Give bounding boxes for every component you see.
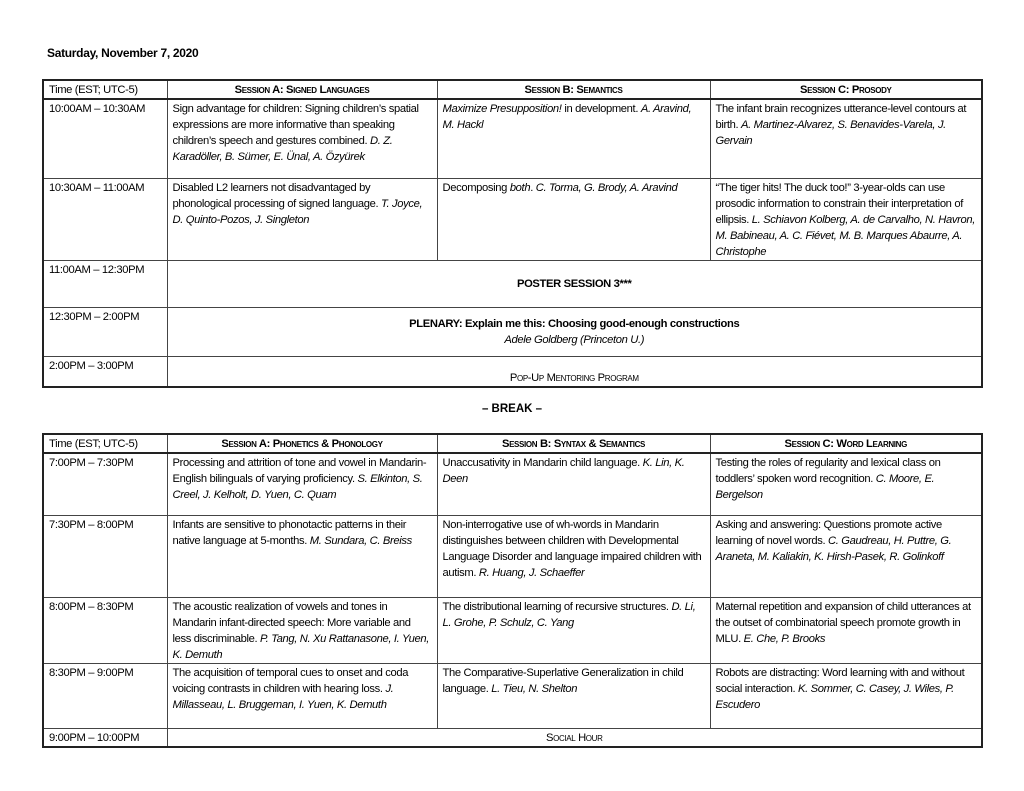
talk-cell (437, 597, 710, 663)
talk-cell (167, 99, 437, 178)
talk-title: Asking and answering: Questions promote active learning of novel words. (715, 518, 942, 547)
mentoring-row (43, 356, 982, 387)
social-hour-label: Social Hour (167, 728, 982, 747)
evening-header-row (43, 434, 982, 453)
session-b-header: Session B: Semantics (437, 80, 710, 99)
talk-title: in development. (561, 103, 641, 115)
time-slot: 8:30PM – 9:00PM (43, 663, 167, 728)
talk-authors: M. Sundara, C. Breiss (309, 534, 412, 547)
plenary-speaker: Adele Goldberg (Princeton U.) (504, 334, 645, 346)
talk-title: The acquisition of temporal cues to onset and coda voicing contrasts in children with hearing loss. (172, 666, 409, 695)
talk-title: Unaccusativity in Mandarin child language. (442, 457, 643, 469)
plenary-row (43, 307, 982, 356)
talk-title: Infants are sensitive to phonotactic patterns in their native language at 5-months. (172, 518, 407, 547)
talk-title-italic: both (509, 181, 531, 194)
talk-title: Non-interrogative use of wh-words in Mandarin distinguishes between children with Developmental Language Disorder and language impaired children with autism. (442, 518, 702, 579)
talk-authors: C. Gaudreau, H. Puttre, G. Araneta, M. Kaliakin, K. Hirsh-Pasek, R. Golinkoff (715, 534, 952, 563)
talk-authors: L. Schiavon Kolberg, A. de Carvalho, N. Havron, M. Babineau, A. C. Fiévet, M. B. Marques Abaurre, A. Christophe (715, 213, 975, 258)
talk-authors: T. Joyce, D. Quinto-Pozos, J. Singleton (172, 197, 423, 226)
talk-title-italic: Maximize Presupposition! (442, 103, 562, 115)
session-a-header: Session A: Phonetics & Phonology (167, 434, 437, 453)
time-column-header: Time (EST; UTC-5) (43, 434, 167, 453)
time-slot: 7:30PM – 8:00PM (43, 515, 167, 597)
talk-cell (167, 597, 437, 663)
talk-authors: D. Z. Karadöller, B. Sümer, E. Ünal, A. Özyürek (172, 135, 393, 163)
time-slot: 8:00PM – 8:30PM (43, 597, 167, 663)
social-hour-row (43, 728, 982, 747)
plenary-cell (167, 307, 982, 356)
session-c-header: Session C: Prosody (710, 80, 982, 99)
talk-cell (710, 178, 982, 260)
talk-title: . (530, 181, 536, 194)
talk-cell (167, 178, 437, 260)
session-c-header: Session C: Word Learning (710, 434, 982, 453)
schedule-row (43, 515, 982, 597)
time-slot: 2:00PM – 3:00PM (43, 356, 167, 387)
talk-title: Testing the roles of regularity and lexical class on toddlers’ spoken word recognition. (715, 457, 941, 485)
talk-title: The infant brain recognizes utterance-level contours at birth. (715, 103, 967, 131)
talk-cell (437, 515, 710, 597)
time-slot: 12:30PM – 2:00PM (43, 307, 167, 356)
schedule-row (43, 663, 982, 728)
mentoring-label: Pop-Up Mentoring Program (167, 356, 982, 387)
time-slot: 10:30AM – 11:00AM (43, 178, 167, 260)
talk-title: Robots are distracting: Word learning with and without social interaction. (715, 666, 965, 695)
time-slot: 11:00AM – 12:30PM (43, 260, 167, 307)
talk-authors: P. Tang, N. Xu Rattanasone, I. Yuen, K. Demuth (172, 632, 430, 661)
talk-authors: K. Lin, K. Deen (442, 457, 685, 485)
talk-authors: L. Tieu, N. Shelton (491, 682, 578, 695)
talk-authors: S. Elkinton, S. Creel, J. Kelholt, D. Yuen, C. Quam (172, 473, 423, 501)
poster-session-label: POSTER SESSION 3*** (167, 260, 982, 307)
talk-cell (167, 515, 437, 597)
talk-authors: E. Che, P. Brooks (743, 632, 826, 645)
page-date-heading: Saturday, November 7, 2020 (47, 46, 199, 60)
talk-authors: C. Moore, E. Bergelson (715, 473, 935, 501)
talk-cell (710, 99, 982, 178)
schedule-row (43, 597, 982, 663)
break-label: – BREAK – (481, 403, 543, 415)
talk-cell (167, 663, 437, 728)
plenary-title: PLENARY: Explain me this: Choosing good-enough constructions (409, 318, 740, 330)
talk-authors: A. Aravind, M. Hackl (442, 103, 692, 131)
talk-cell (437, 663, 710, 728)
talk-title: Sign advantage for children: Signing children’s spatial expressions are more informative than speaking children’s speech and gestures combined. (172, 103, 419, 147)
time-slot: 10:00AM – 10:30AM (43, 99, 167, 178)
time-slot: 7:00PM – 7:30PM (43, 453, 167, 515)
talk-title: The Comparative-Superlative Generalization in child language. (442, 666, 684, 695)
talk-cell (710, 453, 982, 515)
poster-session-row (43, 260, 982, 307)
talk-cell (710, 515, 982, 597)
schedule-row (43, 453, 982, 515)
talk-title: “The tiger hits! The duck too!” 3-year-olds can use prosodic information to constrain their interpretation of ellipsis. (715, 181, 963, 226)
talk-authors: J. Millasseau, L. Bruggeman, I. Yuen, K. Demuth (172, 682, 394, 711)
talk-cell (710, 597, 982, 663)
session-a-header: Session A: Signed Languages (167, 80, 437, 99)
talk-cell (437, 178, 710, 260)
talk-title: The distributional learning of recursive structures. (442, 600, 672, 613)
talk-title: Maternal repetition and expansion of child utterances at the outset of combinatorial speech promote growth in MLU. (715, 600, 971, 645)
talk-authors: K. Sommer, C. Casey, J. Wiles, P. Escudero (715, 682, 954, 711)
evening-schedule-table (42, 433, 983, 748)
talk-cell (437, 453, 710, 515)
schedule-row (43, 178, 982, 260)
morning-header-row (43, 80, 982, 99)
talk-title: Decomposing (442, 181, 510, 194)
session-b-header: Session B: Syntax & Semantics (437, 434, 710, 453)
talk-title: The acoustic realization of vowels and tones in Mandarin infant-directed speech: More variable and less discriminable. (172, 600, 411, 645)
morning-schedule-table (42, 79, 983, 388)
time-slot: 9:00PM – 10:00PM (43, 728, 167, 747)
time-column-header: Time (EST; UTC-5) (43, 80, 167, 99)
talk-cell (437, 99, 710, 178)
talk-authors: D. Li, L. Grohe, P. Schulz, C. Yang (442, 600, 696, 629)
talk-authors: R. Huang, J. Schaeffer (478, 566, 585, 579)
talk-authors: C. Torma, G. Brody, A. Aravind (535, 181, 678, 194)
talk-title: Disabled L2 learners not disadvantaged by phonological processing of signed language. (172, 181, 382, 210)
talk-authors: A. Martinez-Alvarez, S. Benavides-Varela, J. Gervain (715, 119, 946, 147)
schedule-row (43, 99, 982, 178)
talk-cell (710, 663, 982, 728)
talk-cell (167, 453, 437, 515)
talk-title: Processing and attrition of tone and vowel in Mandarin-English bilinguals of varying proficiency. (172, 457, 427, 485)
